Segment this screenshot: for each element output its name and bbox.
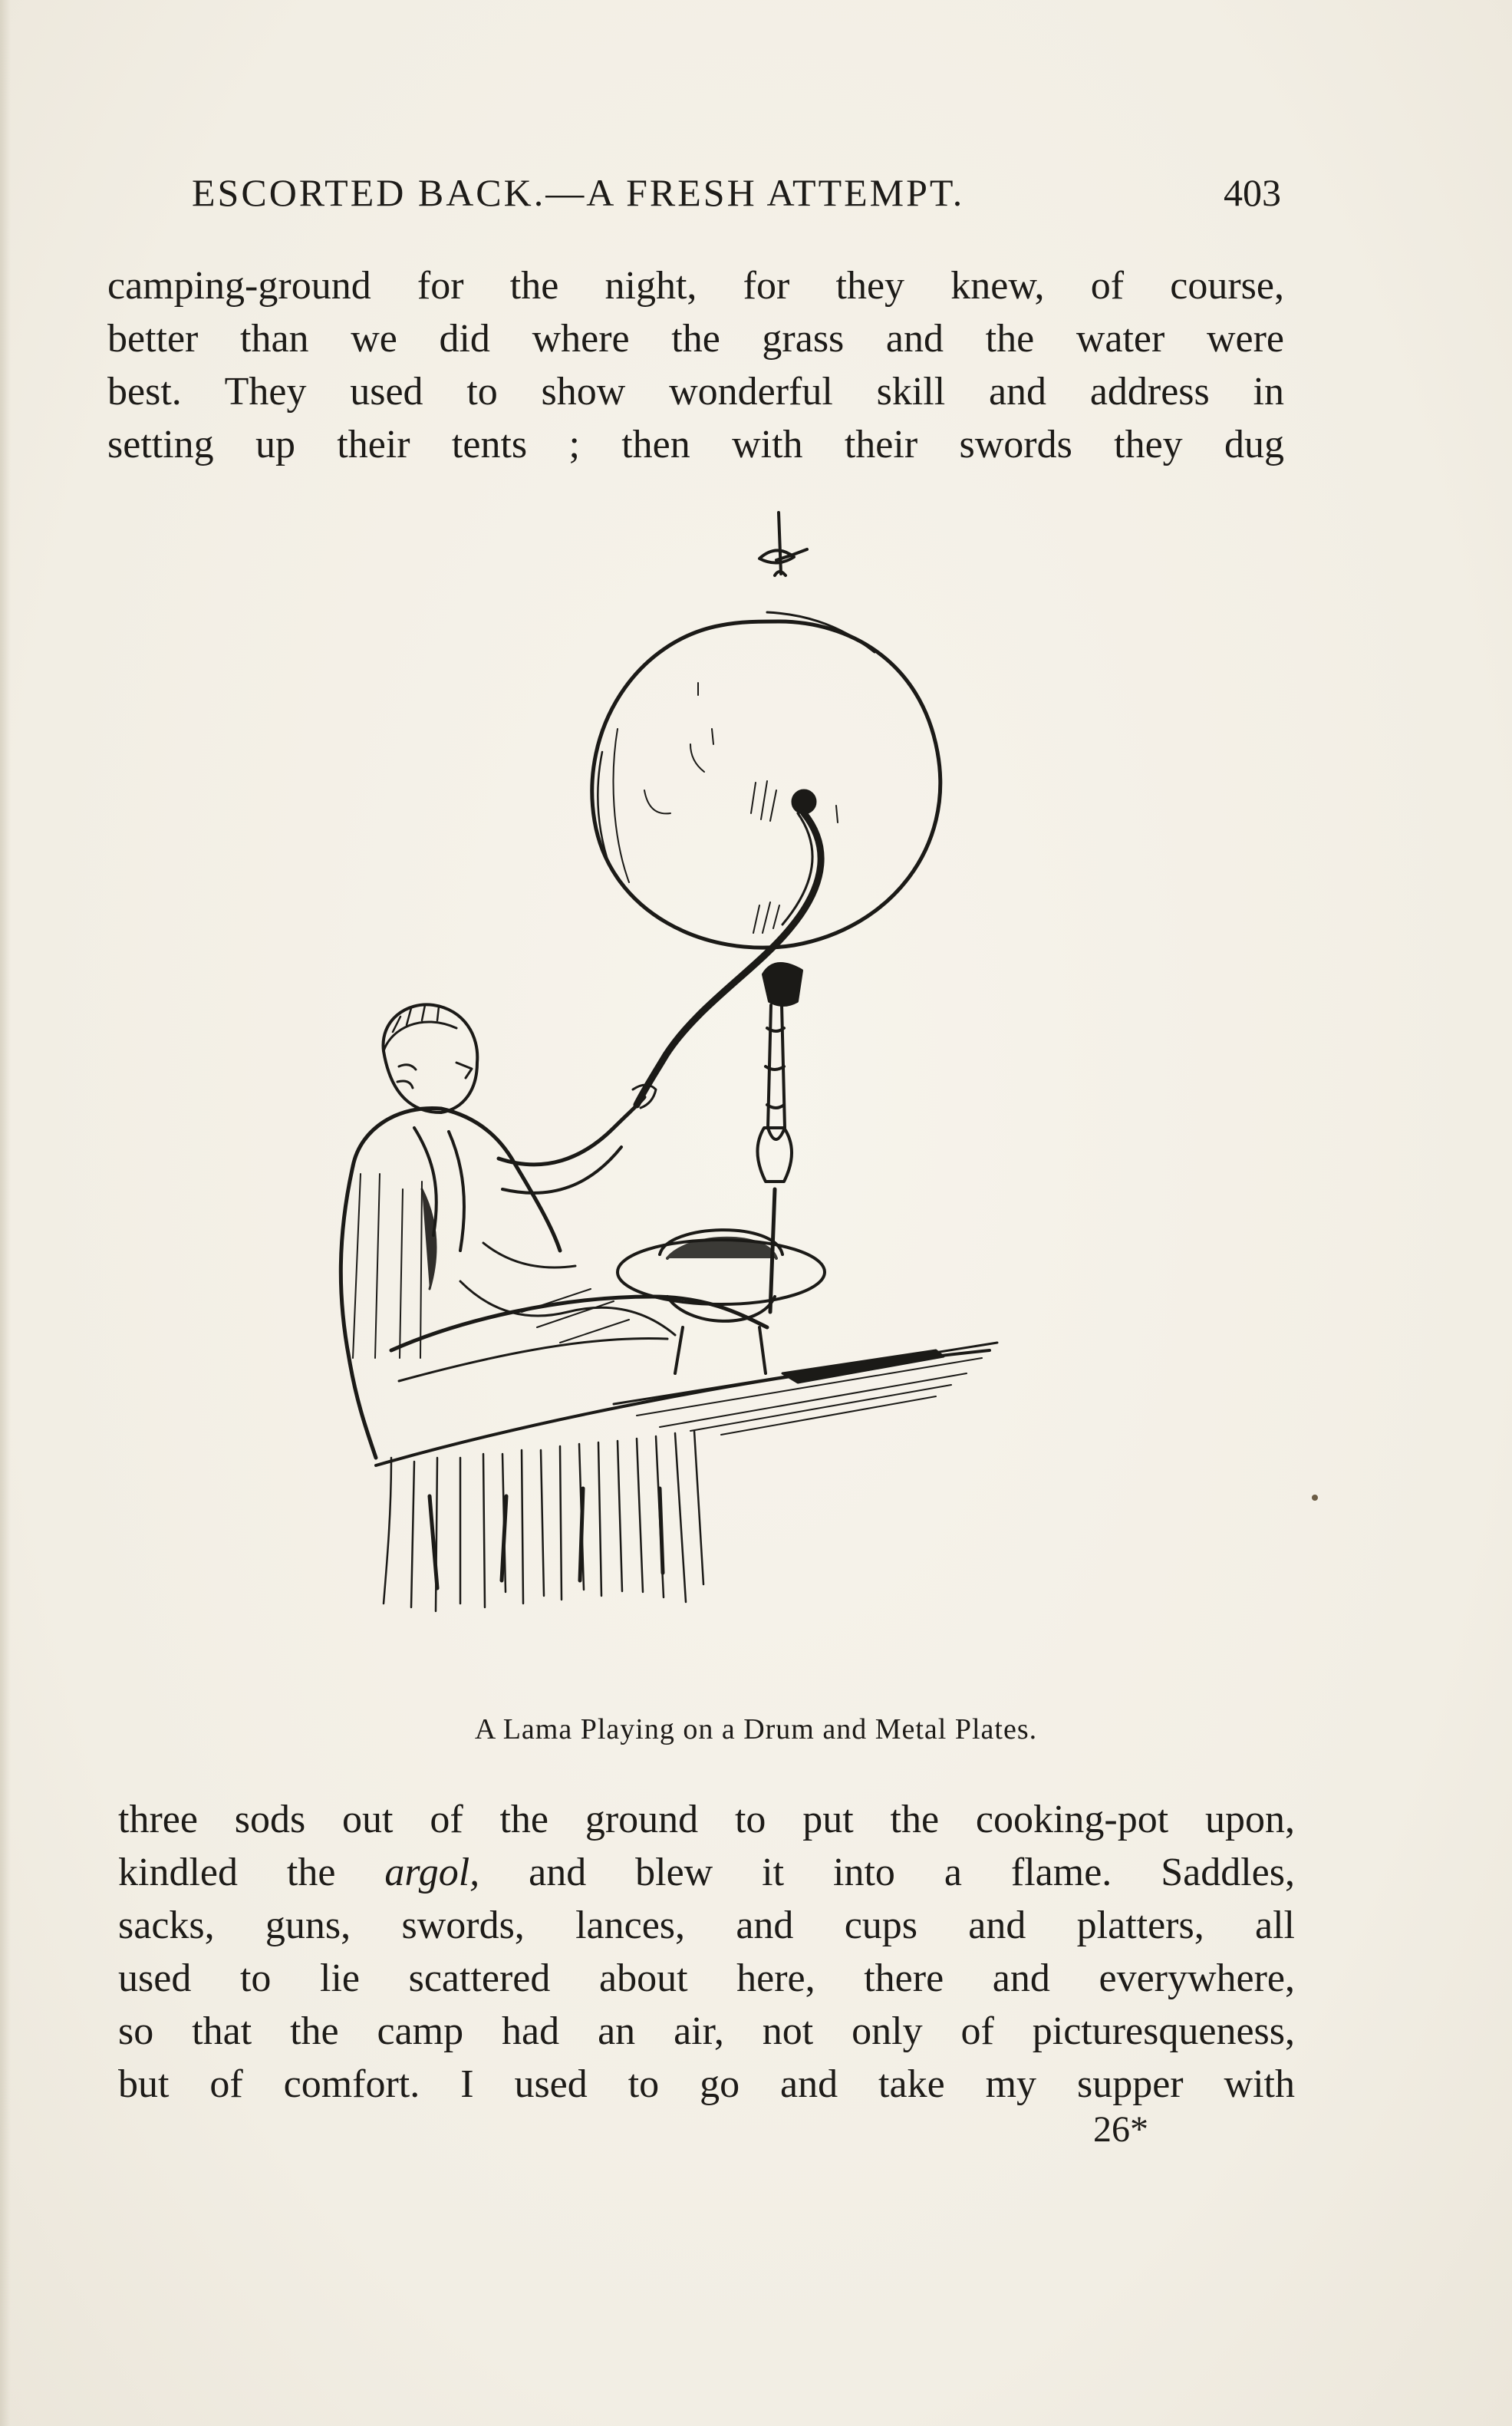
running-head-title: ESCORTED BACK.—A FRESH ATTEMPT. — [192, 171, 965, 214]
text-line — [118, 1846, 1295, 1899]
text-line: three sods out of the ground to put the cooking-pot upon, — [118, 1798, 1295, 1841]
paper-speck — [1312, 1495, 1318, 1501]
hanging-cloth — [384, 1431, 703, 1611]
text-line: but of comfort. I used to go and take my supper with — [118, 2062, 1295, 2106]
page-gutter-shadow — [0, 0, 11, 2426]
drum-finial — [759, 513, 807, 575]
gong-disc — [592, 612, 940, 948]
text-segment: kindled the — [118, 1851, 385, 1894]
text-line: sacks, guns, swords, lances, and cups and platters, all — [118, 1904, 1295, 1947]
signature-mark: 26* — [1093, 2109, 1148, 2150]
metal-plate — [618, 1230, 825, 1373]
text-line: so that the camp had an air, not only of picturesqueness, — [118, 2009, 1295, 2053]
drum-stand — [757, 964, 802, 1312]
text-segment: and blew it into a flame. Saddles, — [479, 1851, 1295, 1894]
text-line: better than we did where the grass and the water were — [107, 317, 1284, 361]
running-head — [192, 170, 1281, 224]
paragraph-bottom — [118, 1793, 1295, 2111]
text-line: setting up their tents ; then with their swords they dug — [107, 423, 1284, 466]
illustration-caption: A Lama Playing on a Drum and Metal Plates. — [474, 1713, 1038, 1745]
text-line: best. They used to show wonderful skill and address in — [107, 370, 1284, 414]
italic-word: argol, — [384, 1851, 480, 1894]
text-line: camping-ground for the night, for they knew, of course, — [107, 264, 1284, 308]
text-line: used to lie scattered about here, there and everywhere, — [118, 1956, 1295, 2000]
paragraph-top — [107, 259, 1284, 471]
lama-drum-illustration — [307, 499, 1074, 1703]
page-number: 403 — [1224, 171, 1281, 214]
bench-slab — [376, 1343, 997, 1465]
